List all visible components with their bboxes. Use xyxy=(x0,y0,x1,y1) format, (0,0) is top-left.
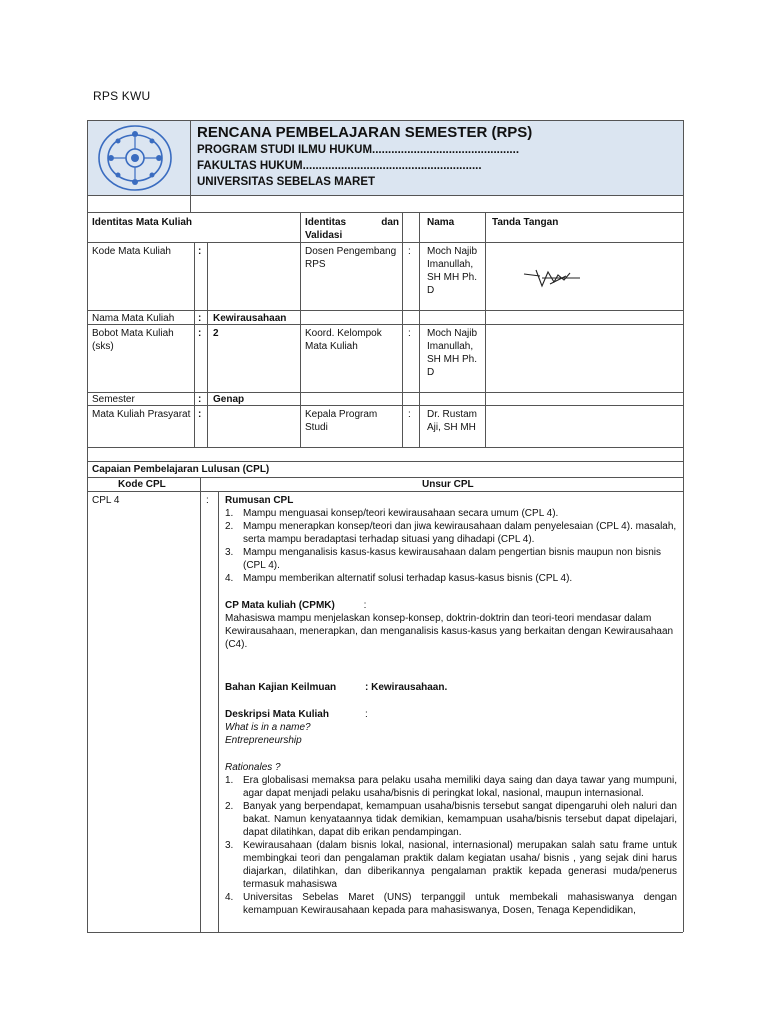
rationales-list xyxy=(225,774,677,917)
bobot-value: 2 xyxy=(213,328,219,339)
prasyarat-colon: : xyxy=(198,409,202,420)
dosen-name: Moch Najib Imanullah, SH MH Ph. D xyxy=(427,246,478,296)
list-item: 3. Kewirausahaan (dalam bisnis lokal, nasional, internasional) merupakan salah satu frame untuk membingkai teori dan pengalaman praktik dalam kegiatan usaha/ bisnis , yang sejak dini harus diajarkan, dilatihkan, dan diberikannya pengalaman praktik kepada generasi muda/penerus termasuk mahasiswa xyxy=(225,840,677,890)
col-kode-cpl: Kode CPL xyxy=(118,479,166,490)
what-is-text: What is in a name? xyxy=(225,722,311,733)
koord-label: Koord. Kelompok Mata Kuliah xyxy=(305,328,382,352)
kaprodi-name: Dr. Rustam Aji, SH MH xyxy=(427,409,478,433)
dosen-label: Dosen Pengembang RPS xyxy=(305,246,397,270)
nama-colon: : xyxy=(198,313,202,324)
signature-icon xyxy=(520,264,590,292)
bahan-kajian xyxy=(225,681,677,694)
deskripsi-heading xyxy=(225,708,677,721)
cpmk-colon: : xyxy=(363,600,367,611)
kaprodi-colon: : xyxy=(408,409,411,420)
list-item: 2. Mampu menerapkan konsep/teori dan jiwa kewirausahaan dalam penyelesaian (CPL 4). masalah, serta mampu beradaptasi terhadap situasi yang dihadapi (CPL 4). xyxy=(225,521,677,545)
rumusan-title: Rumusan CPL xyxy=(225,495,294,506)
semester-label: Semester xyxy=(92,394,135,405)
cpmk-title: CP Mata kuliah (CPMK) xyxy=(225,600,335,611)
cpl-content xyxy=(225,494,677,917)
bobot-colon: : xyxy=(198,328,202,339)
dosen-colon: : xyxy=(408,246,411,257)
rps-title: RENCANA PEMBELAJARAN SEMESTER (RPS) xyxy=(197,124,533,141)
rumusan-list xyxy=(225,507,677,585)
cpmk-heading xyxy=(225,599,677,612)
cpl-kode: CPL 4 xyxy=(92,495,120,506)
col-validasi: Identitas dan Validasi xyxy=(305,217,399,241)
bobot-label: Bobot Mata Kuliah (sks) xyxy=(92,328,174,352)
rationales-title: Rationales ? xyxy=(225,762,281,773)
fakultas: FAKULTAS HUKUM........................................................ xyxy=(197,160,482,172)
col-nama: Nama xyxy=(427,217,455,228)
entrepreneurship-text: Entrepreneurship xyxy=(225,735,302,746)
program-studi: PROGRAM STUDI ILMU HUKUM.............................................. xyxy=(197,144,520,156)
page-label: RPS KWU xyxy=(93,89,151,103)
deskripsi-title: Deskripsi Mata Kuliah xyxy=(225,709,329,720)
nama-label: Nama Mata Kuliah xyxy=(92,313,175,324)
universitas: UNIVERSITAS SEBELAS MARET xyxy=(197,176,376,188)
col-identitas: Identitas Mata Kuliah xyxy=(92,217,193,228)
kode-colon: : xyxy=(198,246,202,257)
koord-name: Moch Najib Imanullah, SH MH Ph. D xyxy=(427,328,478,378)
cpmk-text: Mahasiswa mampu menjelaskan konsep-konsep, doktrin-doktrin dan teori-teori mendasar dalam Kewirausahaan, menerapkan, dan menganalisis kasus-kasus yang berkaitan dengan Kewirausahaan (C4). xyxy=(225,613,674,650)
list-item: 1. Mampu menguasai konsep/teori kewirausahaan secara umum (CPL 4). xyxy=(225,508,559,519)
bahan-value: : Kewirausahaan. xyxy=(365,682,448,693)
col-unsur-cpl: Unsur CPL xyxy=(422,479,474,490)
university-seal-icon xyxy=(94,122,176,194)
list-item: 4. Mampu memberikan alternatif solusi terhadap kasus-kasus bisnis (CPL 4). xyxy=(225,573,573,584)
cpl-section-title: Capaian Pembelajaran Lulusan (CPL) xyxy=(92,464,270,475)
prasyarat-label: Mata Kuliah Prasyarat xyxy=(92,409,191,420)
nama-value: Kewirausahaan xyxy=(213,313,287,324)
semester-value: Genap xyxy=(213,394,245,405)
col-tanda-tangan: Tanda Tangan xyxy=(492,217,559,228)
list-item: 3. Mampu menganalisis kasus-kasus kewirausahaan dalam pengertian bisnis maupun non bisnis (CPL 4). xyxy=(225,547,662,571)
list-item: 1. Era globalisasi memaksa para pelaku usaha memiliki daya saing dan daya tawar yang mumpuni, agar dapat menjadi pelaku usaha/bisnis di peringkat lokal, nasional, maupun internasional. xyxy=(225,775,677,799)
kaprodi-label: Kepala Program Studi xyxy=(305,409,378,433)
deskripsi-colon: : xyxy=(365,709,368,720)
semester-colon: : xyxy=(198,394,202,405)
list-item: 4. Universitas Sebelas Maret (UNS) terpanggil untuk membekali mahasiswanya dengan kemampuan Kewirausahaan kepada para mahasiswanya, Dosen, Tenaga Kependidikan, xyxy=(225,892,677,916)
koord-colon: : xyxy=(408,328,411,339)
bahan-title: Bahan Kajian Keilmuan xyxy=(225,682,337,693)
cpl-kode-colon: : xyxy=(206,495,209,506)
list-item: 2. Banyak yang berpendapat, kemampuan usaha/bisnis tersebut sangat dipengaruhi oleh naluri dan bakat. Namun kenyataannya tidak demikian, kemampuan usaha/bisnis tersebut dapat dipelajari, dapat dilatihkan, dapat dib erikan pendampingan. xyxy=(225,801,677,838)
kode-label: Kode Mata Kuliah xyxy=(92,246,171,257)
